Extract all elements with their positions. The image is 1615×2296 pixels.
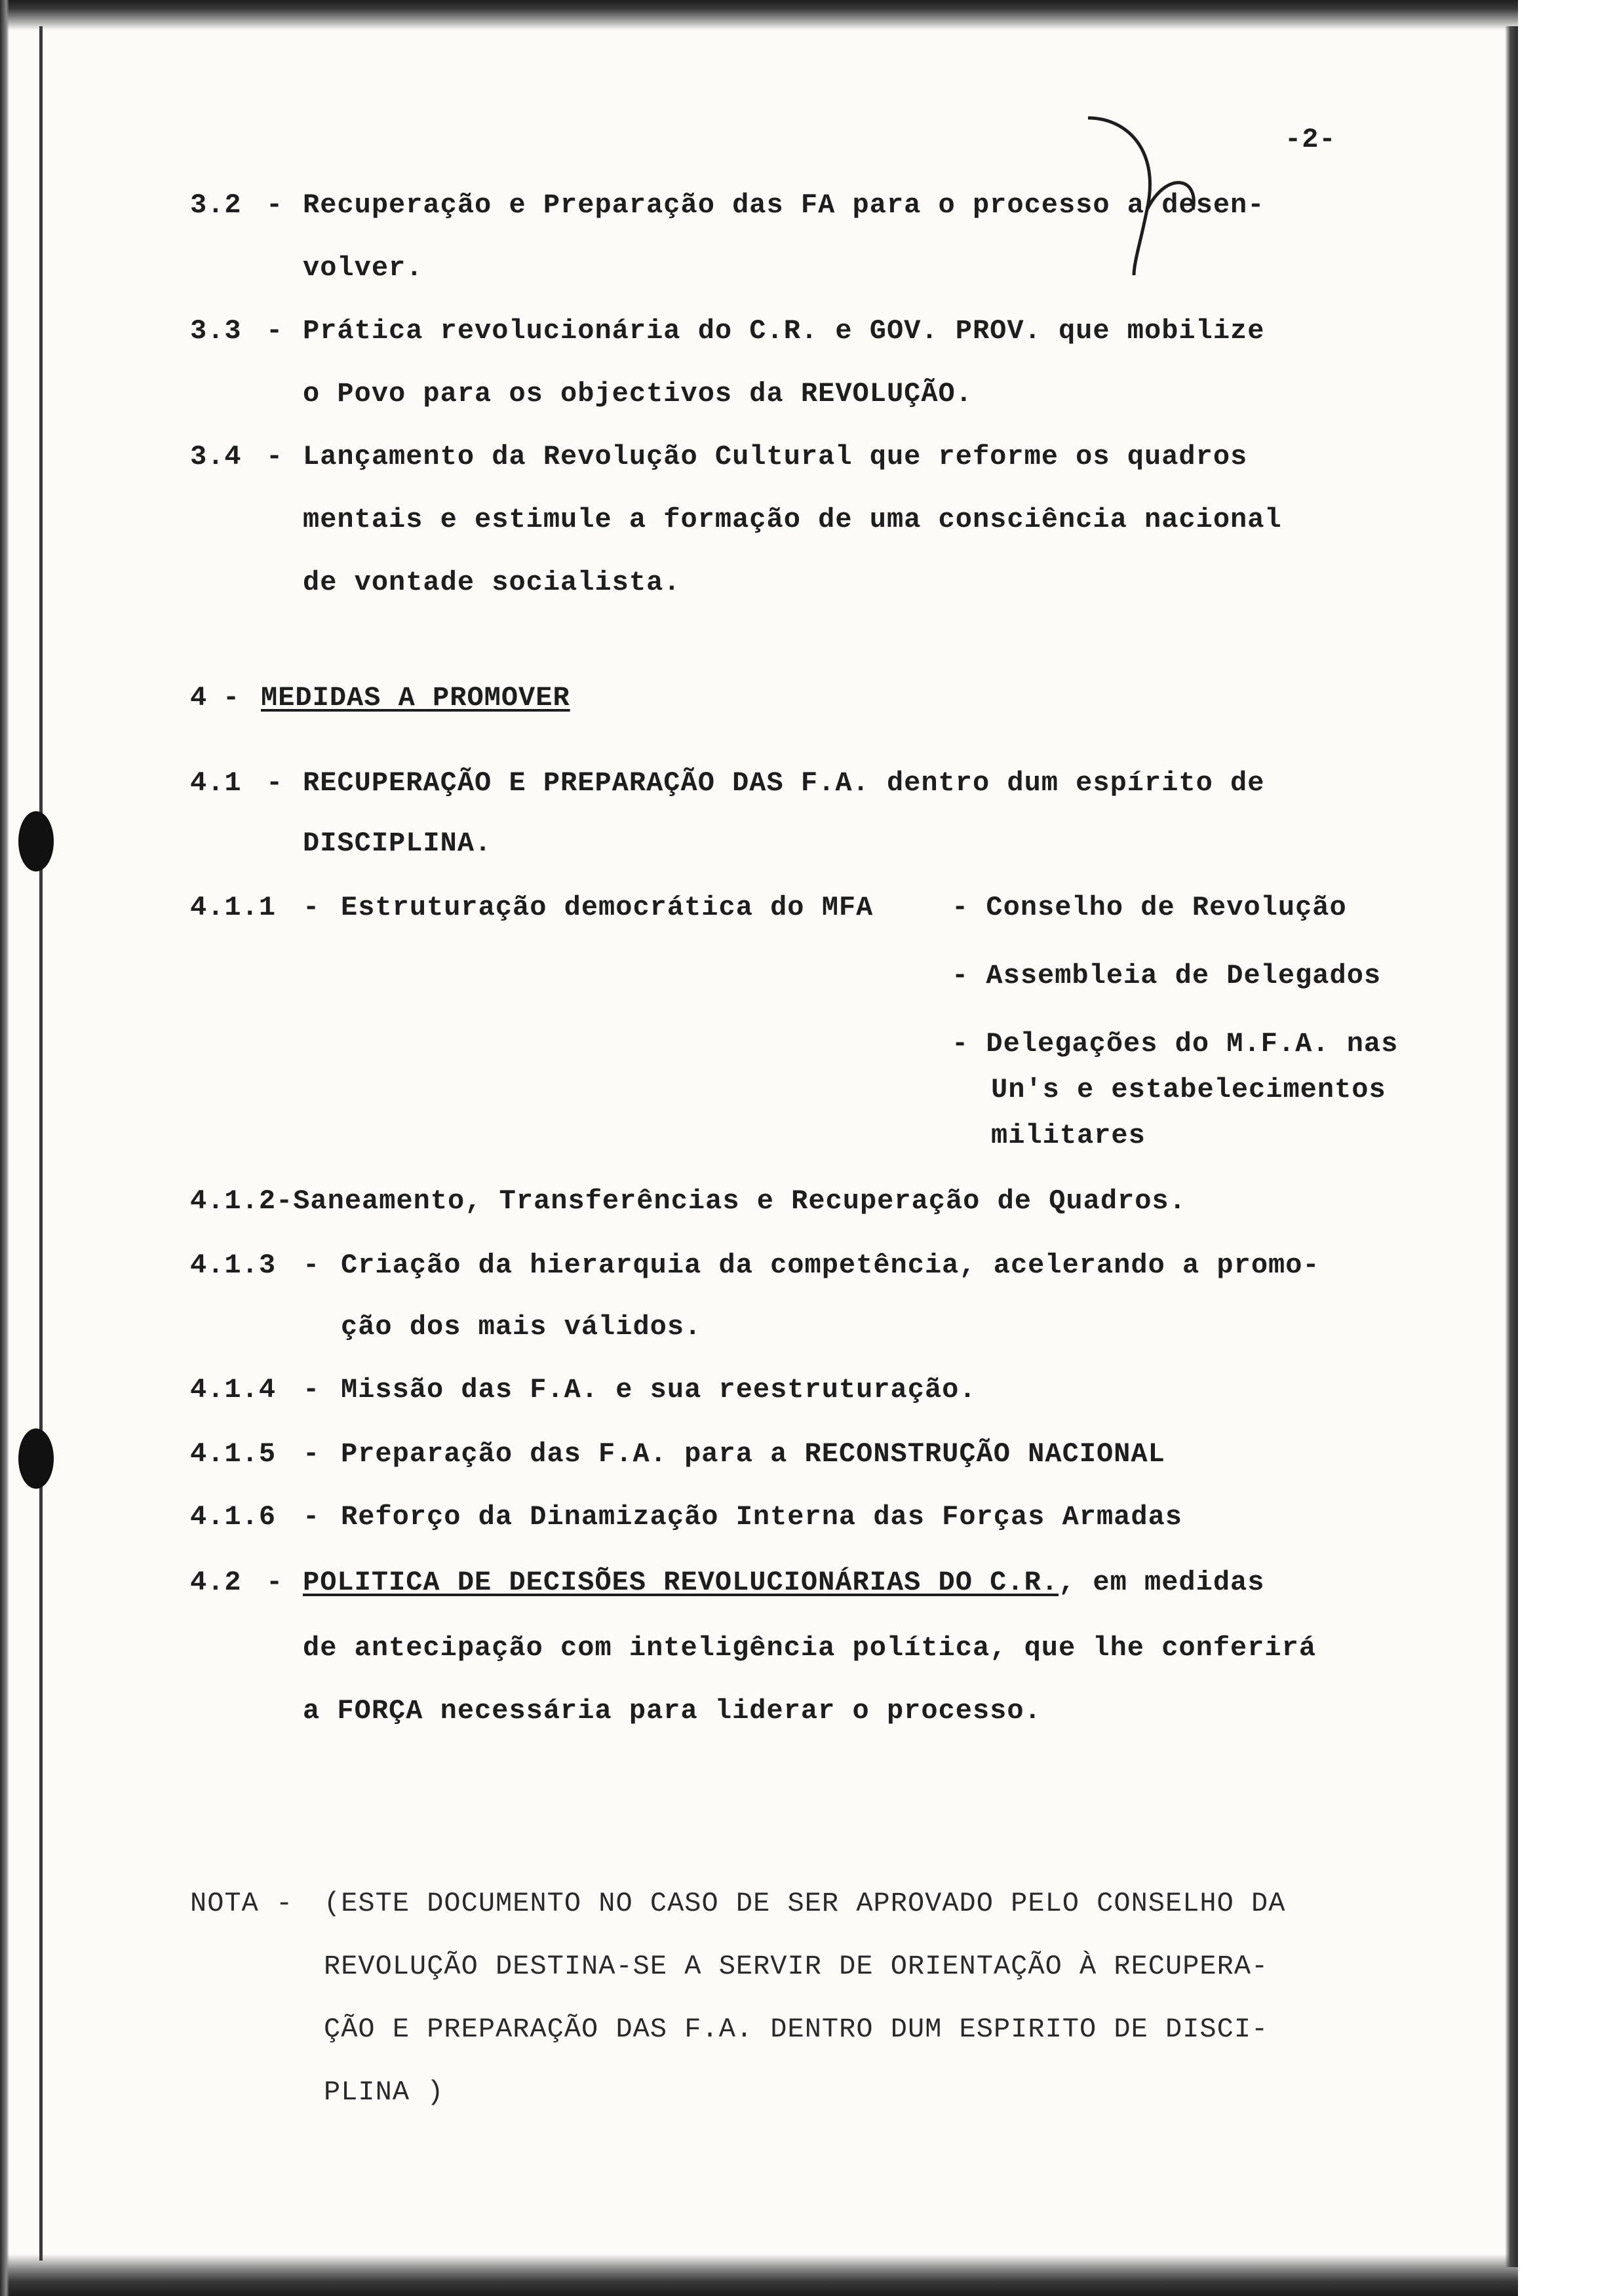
item-4-1-6-text: Reforço da Dinamização Interna das Forças Armadas xyxy=(341,1501,1183,1533)
nota-line-4: PLINA ) xyxy=(324,2076,444,2108)
scan-edge-left xyxy=(0,0,9,2296)
item-4-1-4-number: 4.1.4 xyxy=(190,1374,277,1406)
nota-line-2: REVOLUÇÃO DESTINA-SE A SERVIR DE ORIENTAÇÃO À RECUPERA- xyxy=(324,1951,1269,1982)
item-4-1-number: 4.1 xyxy=(190,767,242,799)
item-4-1-6-number: 4.1.6 xyxy=(190,1501,277,1533)
item-4-2-number: 4.2 xyxy=(190,1567,242,1598)
scan-edge-bottom xyxy=(0,2254,1573,2296)
item-3-4-line-3: de vontade socialista. xyxy=(303,567,681,598)
item-4-2-line-2: de antecipação com inteligência política, que lhe conferirá xyxy=(303,1632,1317,1664)
item-3-4-number: 3.4 xyxy=(190,441,242,472)
item-3-3-line-1: Prática revolucionária do C.R. e GOV. PROV. que mobilize xyxy=(303,315,1265,347)
item-4-1-line-1: RECUPERAÇÃO E PREPARAÇÃO DAS F.A. dentro dum espírito de xyxy=(303,767,1265,799)
scan-edge-right xyxy=(1505,26,1518,2267)
page-number: -2- xyxy=(1285,124,1336,155)
left-margin-rule xyxy=(39,26,43,2261)
item-4-1-3-line-1: Criação da hierarquia da competência, acelerando a promo- xyxy=(341,1250,1320,1281)
item-4-2-line-1 xyxy=(303,1566,1264,1599)
scan-margin-right xyxy=(1518,0,1615,2296)
item-3-3-dash: - xyxy=(266,315,284,347)
item-3-4-dash: - xyxy=(266,441,284,472)
item-4-1-1-sub-5: militares xyxy=(991,1120,1146,1151)
item-3-4-line-1: Lançamento da Revolução Cultural que reforme os quadros xyxy=(303,441,1248,472)
item-4-1-1-sub-4: Un's e estabelecimentos xyxy=(991,1074,1386,1105)
item-4-1-5-number: 4.1.5 xyxy=(190,1438,277,1470)
nota-line-3: ÇÃO E PREPARAÇÃO DAS F.A. DENTRO DUM ESPIRITO DE DISCI- xyxy=(324,2014,1269,2045)
item-4-1-line-2: DISCIPLINA. xyxy=(303,828,492,859)
section-4-number: 4 xyxy=(190,682,208,714)
item-4-2-dash: - xyxy=(266,1567,284,1598)
punch-hole-icon xyxy=(18,811,54,871)
item-3-2-line-2: volver. xyxy=(303,252,423,284)
item-4-1-1-sub-1: - Conselho de Revolução xyxy=(952,892,1347,923)
item-4-1-2-text: 4.1.2-Saneamento, Transferências e Recuperação de Quadros. xyxy=(190,1185,1186,1217)
scan-edge-top xyxy=(0,0,1573,30)
item-4-1-4-text: Missão das F.A. e sua reestruturação. xyxy=(341,1374,977,1406)
item-4-1-1-number: 4.1.1 xyxy=(190,892,277,923)
item-4-2-line-1-rest: , em medidas xyxy=(1058,1567,1265,1598)
item-3-4-line-2: mentais e estimule a formação de uma consciência nacional xyxy=(303,504,1282,535)
item-4-1-3-dash: - xyxy=(303,1250,321,1281)
section-4-dash: - xyxy=(223,682,241,714)
item-4-1-3-line-2: ção dos mais válidos. xyxy=(341,1311,702,1343)
item-4-1-5-text: Preparação das F.A. para a RECONSTRUÇÃO NACIONAL xyxy=(341,1438,1165,1470)
item-4-1-1-sub-2: - Assembleia de Delegados xyxy=(952,960,1382,991)
nota-line-1: (ESTE DOCUMENTO NO CASO DE SER APROVADO PELO CONSELHO DA xyxy=(324,1888,1286,1919)
item-3-3-number: 3.3 xyxy=(190,315,242,347)
item-4-1-dash: - xyxy=(266,767,284,799)
item-4-2-line-3: a FORÇA necessária para liderar o processo. xyxy=(303,1695,1041,1727)
item-4-1-6-dash: - xyxy=(303,1501,321,1533)
nota-label: NOTA - xyxy=(190,1888,294,1919)
item-3-2-dash: - xyxy=(266,189,284,221)
item-3-3-line-2: o Povo para os objectivos da REVOLUÇÃO. xyxy=(303,378,973,410)
item-3-2-number: 3.2 xyxy=(190,189,242,221)
item-4-1-4-dash: - xyxy=(303,1374,321,1406)
item-4-1-1-text: Estruturação democrática do MFA xyxy=(341,892,874,923)
section-4-title: MEDIDAS A PROMOVER xyxy=(261,682,570,714)
item-4-1-5-dash: - xyxy=(303,1438,321,1470)
item-4-2-underlined-title: POLITICA DE DECISÕES REVOLUCIONÁRIAS DO C.R. xyxy=(303,1567,1059,1598)
punch-hole-icon xyxy=(18,1428,54,1489)
item-3-2-line-1: Recuperação e Preparação das FA para o processo a desen- xyxy=(303,189,1265,221)
item-4-1-3-number: 4.1.3 xyxy=(190,1250,277,1281)
item-4-1-1-sub-3: - Delegações do M.F.A. nas xyxy=(952,1028,1399,1060)
item-4-1-1-dash: - xyxy=(303,892,321,923)
